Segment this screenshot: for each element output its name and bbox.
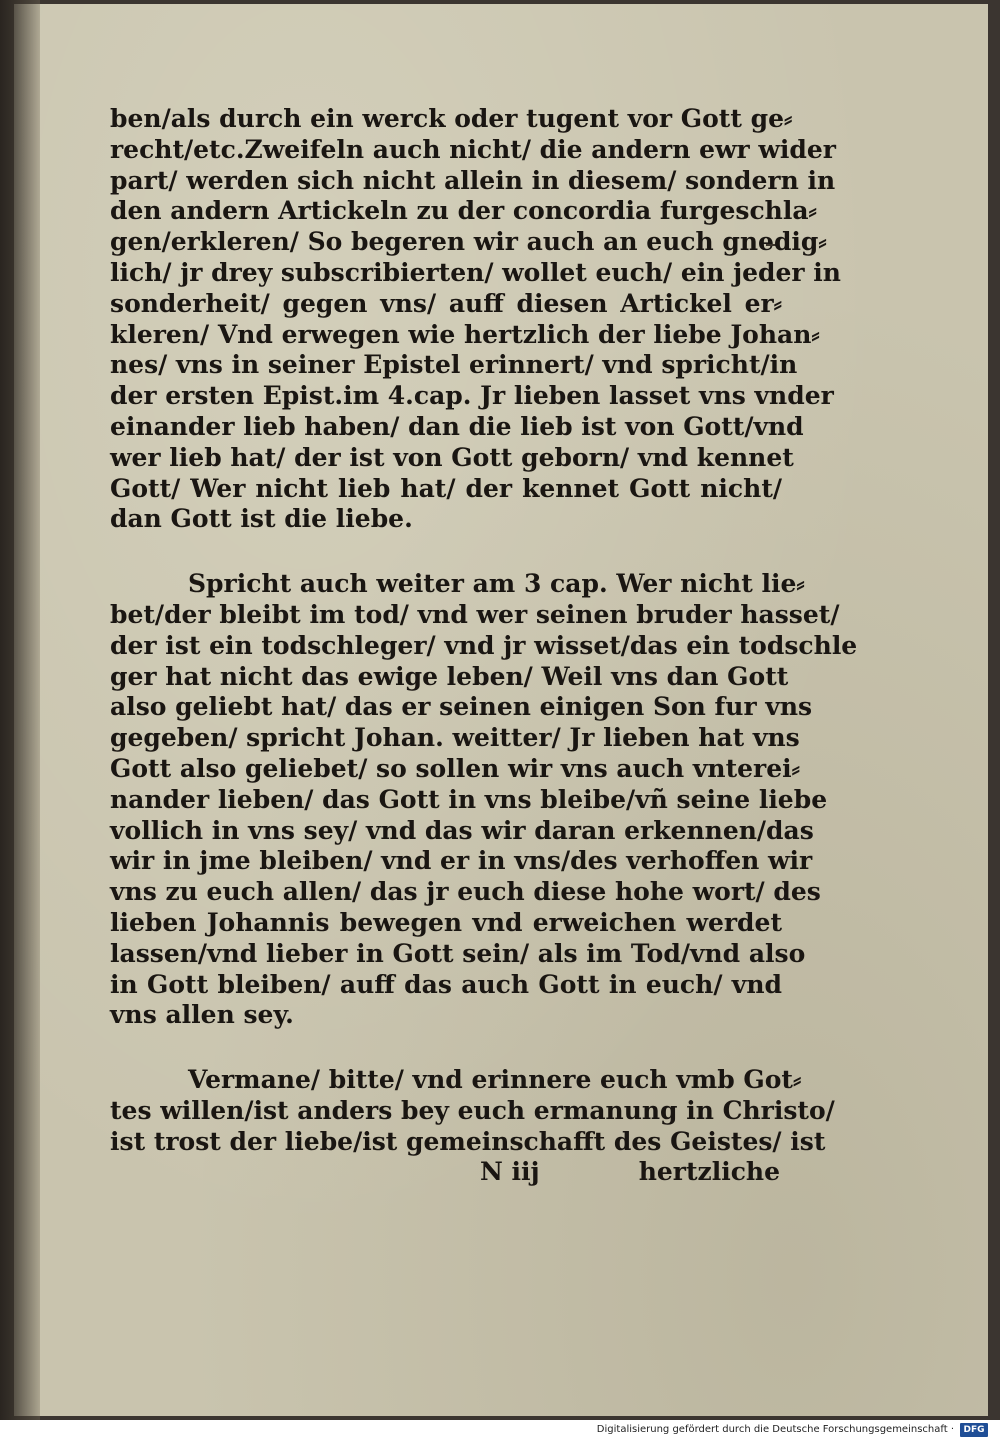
text-line: also geliebt hat/ das er seinen einigen Son fur vns bbox=[110, 692, 813, 722]
text-line: den andern Artickeln zu der concordia furgeschla⸗ bbox=[110, 196, 817, 226]
dfg-logo: DFG bbox=[960, 1423, 988, 1437]
text-line: vns allen sey. bbox=[110, 1000, 294, 1030]
binding-shadow bbox=[0, 0, 40, 1420]
text-line: Spricht auch weiter am 3 cap. Wer nicht lie⸗ bbox=[188, 569, 805, 599]
text-line: nander lieben/ das Gott in vns bleibe/vñ seine liebe bbox=[110, 784, 828, 814]
text-line: ist trost der liebe/ist gemeinschafft des Geistes/ ist bbox=[110, 1126, 826, 1156]
text-line: Gott also geliebet/ so sollen wir vns auch vnterei⸗ bbox=[110, 753, 800, 783]
text-line: einander lieb haben/ dan die lieb ist von Gott/vnd bbox=[110, 411, 804, 441]
text-line: wir in jme bleiben/ vnd er in vns/des verhoffen wir bbox=[110, 846, 813, 876]
text-line: part/ werden sich nicht allein in diesem/ sondern in bbox=[110, 165, 836, 195]
text-line: vollich in vns sey/ vnd das wir daran erkennen/das bbox=[110, 815, 814, 845]
footer-bar bbox=[0, 1420, 1000, 1442]
text-line: in Gott bleiben/ auff das auch Gott in euch/ vnd bbox=[110, 969, 782, 999]
text-line: sonderheit/ gegen vns/ auff diesen Artickel er⸗ bbox=[110, 288, 782, 318]
text-line: lieben Johannis bewegen vnd erweichen werdet bbox=[110, 907, 782, 937]
text-line: bet/der bleibt im tod/ vnd wer seinen bruder hasset/ bbox=[110, 599, 840, 629]
paragraph-gap bbox=[110, 1031, 782, 1065]
text-line: der ist ein todschleger/ vnd jr wisset/das ein todschle bbox=[110, 630, 858, 660]
catchword: hertzliche bbox=[638, 1157, 780, 1186]
text-line: vns zu euch allen/ das jr euch diese hohe wort/ des bbox=[110, 877, 821, 907]
funding-credit: Digitalisierung gefördert durch die Deutsche Forschungsgemeinschaft · bbox=[596, 1424, 954, 1435]
text-line: recht/etc.Zweifeln auch nicht/ die andern ewr wider bbox=[110, 134, 836, 164]
text-line: gen/erkleren/ So begeren wir auch an euch gnedig⸗ bbox=[110, 227, 827, 257]
text-line: tes willen/ist anders bey euch ermanung in Christo/ bbox=[110, 1095, 835, 1125]
text-line: wer lieb hat/ der ist von Gott geborn/ vnd kennet bbox=[110, 442, 794, 472]
text-line: gegeben/ spricht Johan. weitter/ Jr lieben hat vns bbox=[110, 723, 800, 753]
text-line: der ersten Epist.im 4.cap. Jr lieben lasset vns vnder bbox=[110, 381, 834, 411]
text-line: ger hat nicht das ewige leben/ Weil vns dan Gott bbox=[110, 661, 789, 691]
text-line: Vermane/ bitte/ vnd erinnere euch vmb Got⸗ bbox=[188, 1065, 802, 1095]
text-line: Gott/ Wer nicht lieb hat/ der kennet Gott nicht/ bbox=[110, 473, 782, 503]
paragraph-gap bbox=[110, 535, 782, 569]
catchline bbox=[110, 1157, 782, 1189]
text-line: dan Gott ist die liebe. bbox=[110, 504, 413, 534]
text-block bbox=[110, 104, 858, 1158]
text-line: ben/als durch ein werck oder tugent vor Gott ge⸗ bbox=[110, 104, 793, 133]
signature-mark: N iij bbox=[480, 1157, 540, 1186]
text-line: kleren/ Vnd erwegen wie hertzlich der liebe Johan⸗ bbox=[110, 319, 820, 349]
book-page bbox=[14, 4, 988, 1416]
text-line: lich/ jr drey subscribierten/ wollet euch/ ein jeder in bbox=[110, 257, 841, 287]
text-line: lassen/vnd lieber in Gott sein/ als im Tod/vnd also bbox=[110, 938, 806, 968]
text-line: nes/ vns in seiner Epistel erinnert/ vnd spricht/in bbox=[110, 350, 798, 380]
